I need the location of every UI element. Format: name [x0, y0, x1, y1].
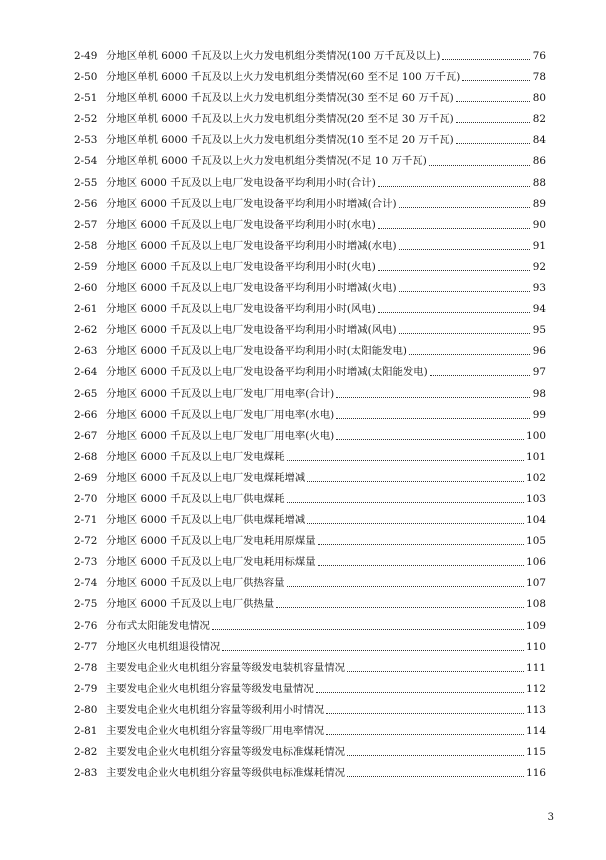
toc-entry-page: 113 — [526, 703, 546, 716]
toc-entry-title: 主要发电企业火电机组分容量等级供电标准煤耗情况 — [106, 767, 345, 780]
toc-entry[interactable] — [74, 151, 546, 172]
toc-entry-page: 115 — [526, 746, 546, 759]
toc-entry-title: 主要发电企业火电机组分容量等级发电标准煤耗情况 — [106, 746, 345, 759]
toc-entry-number: 2-80 — [74, 703, 98, 716]
dot-leader — [430, 374, 530, 376]
toc-entry-number: 2-83 — [74, 767, 98, 780]
dot-leader — [347, 775, 524, 777]
toc-entry-title: 分地区 6000 千瓦及以上电厂发电厂用电率(水电) — [106, 408, 335, 421]
toc-entry-number: 2-82 — [74, 746, 98, 759]
toc-entry-page: 106 — [526, 556, 546, 569]
toc-entry-title: 分地区 6000 千瓦及以上电厂发电厂用电率(合计) — [106, 387, 335, 400]
toc-entry-title: 分地区 6000 千瓦及以上电厂发电耗用原煤量 — [106, 535, 316, 548]
toc-entry-number: 2-75 — [74, 598, 98, 611]
toc-entry-number: 2-57 — [74, 218, 98, 231]
toc-entry-number: 2-76 — [74, 619, 98, 632]
toc-entry-title: 主要发电企业火电机组分容量等级发电装机容量情况 — [106, 661, 345, 674]
toc-entry-title: 分地区单机 6000 千瓦及以上火力发电机组分类情况(20 至不足 30 万千瓦) — [106, 113, 454, 126]
dot-leader — [276, 606, 524, 608]
toc-entry-title: 分地区 6000 千瓦及以上电厂供电煤耗 — [106, 492, 285, 505]
dot-leader — [429, 164, 530, 166]
toc-entry[interactable] — [74, 489, 546, 510]
dot-leader — [399, 332, 530, 334]
toc-entry-page: 93 — [532, 282, 546, 295]
toc-entry[interactable] — [74, 679, 546, 700]
toc-entry-page: 84 — [532, 134, 546, 147]
dot-leader — [442, 58, 530, 60]
toc-entry-page: 112 — [526, 682, 546, 695]
toc-entry-title: 分地区 6000 千瓦及以上电厂发电设备平均利用小时增减(风电) — [106, 324, 397, 337]
toc-entry[interactable] — [74, 616, 546, 637]
toc-entry[interactable] — [74, 362, 546, 383]
toc-entry-number: 2-77 — [74, 640, 98, 653]
toc-entry-number: 2-71 — [74, 514, 98, 527]
toc-entry-number: 2-52 — [74, 113, 98, 126]
toc-entry-title: 分布式太阳能发电情况 — [106, 619, 210, 632]
toc-entry-title: 主要发电企业火电机组分容量等级利用小时情况 — [106, 703, 325, 716]
toc-entry-title: 分地区 6000 千瓦及以上电厂发电煤耗增减 — [106, 471, 306, 484]
toc-entry-title: 分地区 6000 千瓦及以上电厂发电设备平均利用小时增减(火电) — [106, 282, 397, 295]
toc-entry[interactable] — [74, 299, 546, 320]
toc-entry-page: 105 — [526, 535, 546, 548]
toc-entry[interactable] — [74, 236, 546, 257]
toc-entry-number: 2-64 — [74, 366, 98, 379]
toc-entry-page: 92 — [532, 260, 546, 273]
toc-entry-title: 分地区 6000 千瓦及以上电厂发电设备平均利用小时(合计) — [106, 176, 376, 189]
toc-entry-number: 2-65 — [74, 387, 98, 400]
dot-leader — [212, 628, 524, 630]
toc-entry[interactable] — [74, 384, 546, 405]
toc-entry-number: 2-78 — [74, 661, 98, 674]
toc-entry[interactable] — [74, 320, 546, 341]
toc-entry-number: 2-56 — [74, 197, 98, 210]
toc-entry[interactable] — [74, 763, 546, 784]
toc-entry-number: 2-53 — [74, 134, 98, 147]
toc-entry[interactable] — [74, 257, 546, 278]
toc-entry-title: 分地区 6000 千瓦及以上电厂发电设备平均利用小时(太阳能发电) — [106, 345, 407, 358]
toc-entry[interactable] — [74, 594, 546, 615]
toc-entry-number: 2-51 — [74, 92, 98, 105]
dot-leader — [336, 438, 524, 440]
dot-leader — [399, 206, 530, 208]
toc-entry-page: 97 — [532, 366, 546, 379]
toc-entry-page: 82 — [532, 113, 546, 126]
toc-entry[interactable] — [74, 531, 546, 552]
dot-leader — [287, 501, 525, 503]
toc-entry-title: 主要发电企业火电机组分容量等级发电量情况 — [106, 682, 314, 695]
toc-entry-title: 分地区 6000 千瓦及以上电厂供热量 — [106, 598, 275, 611]
dot-leader — [378, 185, 530, 187]
toc-entry[interactable] — [74, 278, 546, 299]
toc-entry-title: 分地区 6000 千瓦及以上电厂发电耗用标煤量 — [106, 556, 316, 569]
dot-leader — [399, 248, 530, 250]
dot-leader — [318, 564, 524, 566]
toc-entry-page: 89 — [532, 197, 546, 210]
toc-entry[interactable] — [74, 700, 546, 721]
toc-entry-number: 2-69 — [74, 471, 98, 484]
dot-leader — [336, 396, 530, 398]
toc-entry-page: 88 — [532, 176, 546, 189]
toc-entry-number: 2-58 — [74, 239, 98, 252]
toc-entry-page: 111 — [526, 661, 546, 674]
toc-entry-title: 分地区 6000 千瓦及以上电厂发电设备平均利用小时增减(水电) — [106, 239, 397, 252]
dot-leader — [307, 480, 524, 482]
toc-entry-number: 2-59 — [74, 260, 98, 273]
toc-entry-title: 主要发电企业火电机组分容量等级厂用电率情况 — [106, 725, 325, 737]
toc-entry-page: 103 — [526, 492, 546, 505]
page-number: 3 — [547, 812, 554, 823]
toc-entry-number: 2-67 — [74, 429, 98, 442]
toc-entry-title: 分地区单机 6000 千瓦及以上火力发电机组分类情况(不足 10 万千瓦) — [106, 155, 427, 168]
toc-entry[interactable] — [74, 341, 546, 362]
toc-entry-title: 分地区 6000 千瓦及以上电厂发电设备平均利用小时增减(合计) — [106, 197, 397, 210]
toc-entry-number: 2-72 — [74, 535, 98, 548]
toc-entry-number: 2-79 — [74, 682, 98, 695]
toc-entry-page: 76 — [532, 50, 546, 62]
toc-entry[interactable] — [74, 67, 546, 88]
toc-entry-title: 分地区单机 6000 千瓦及以上火力发电机组分类情况(10 至不足 20 万千瓦) — [106, 134, 454, 147]
toc-entry-page: 100 — [526, 429, 546, 442]
toc-entry-number: 2-55 — [74, 176, 98, 189]
toc-entry-page: 99 — [532, 408, 546, 421]
dot-leader — [287, 585, 525, 587]
dot-leader — [222, 649, 524, 651]
toc-entry[interactable] — [74, 742, 546, 763]
toc-entry-page: 114 — [526, 725, 546, 737]
dot-leader — [409, 353, 530, 355]
toc-entry-title: 分地区 6000 千瓦及以上电厂发电厂用电率(火电) — [106, 429, 335, 442]
toc-entry-page: 102 — [526, 471, 546, 484]
toc-entry[interactable] — [74, 637, 546, 658]
dot-leader — [316, 691, 524, 693]
toc-entry[interactable] — [74, 88, 546, 109]
dot-leader — [399, 290, 530, 292]
toc-entry[interactable] — [74, 510, 546, 531]
toc-entry-number: 2-81 — [74, 725, 98, 737]
dot-leader — [378, 311, 530, 313]
dot-leader — [307, 522, 524, 524]
dot-leader — [378, 269, 530, 271]
toc-entry[interactable] — [74, 173, 546, 194]
toc-entry[interactable] — [74, 573, 546, 594]
dot-leader — [347, 670, 524, 672]
toc-entry-page: 110 — [526, 640, 546, 653]
toc-entry-page: 96 — [532, 345, 546, 358]
toc-entry-page: 78 — [532, 71, 546, 84]
toc-entry-title: 分地区火电机组退役情况 — [106, 640, 221, 653]
toc-entry[interactable] — [74, 658, 546, 679]
toc-entry-number: 2-61 — [74, 303, 98, 316]
dot-leader — [456, 142, 530, 144]
toc-entry-number: 2-49 — [74, 50, 98, 62]
toc-entry-page: 90 — [532, 218, 546, 231]
toc-entry[interactable] — [74, 46, 546, 67]
toc-entry-title: 分地区 6000 千瓦及以上电厂发电煤耗 — [106, 450, 285, 463]
toc-entry[interactable] — [74, 426, 546, 447]
toc-entry-title: 分地区单机 6000 千瓦及以上火力发电机组分类情况(60 至不足 100 万千瓦) — [106, 71, 461, 84]
dot-leader — [378, 227, 530, 229]
toc-entry-page: 91 — [532, 239, 546, 252]
dot-leader — [462, 79, 530, 81]
toc-entry-title: 分地区 6000 千瓦及以上电厂发电设备平均利用小时(水电) — [106, 218, 376, 231]
toc-entry-title: 分地区 6000 千瓦及以上电厂供电煤耗增减 — [106, 514, 306, 527]
toc-entry-number: 2-62 — [74, 324, 98, 337]
toc-entry-title: 分地区 6000 千瓦及以上电厂供热容量 — [106, 577, 285, 590]
toc-entry-page: 108 — [526, 598, 546, 611]
toc-entry-number: 2-68 — [74, 450, 98, 463]
toc-entry[interactable] — [74, 405, 546, 426]
dot-leader — [326, 712, 524, 714]
toc-entry-number: 2-63 — [74, 345, 98, 358]
toc-entry-page: 116 — [526, 767, 546, 780]
toc-entry[interactable] — [74, 468, 546, 489]
toc-entry-page: 107 — [526, 577, 546, 590]
toc-entry-number: 2-60 — [74, 282, 98, 295]
toc-entry[interactable] — [74, 215, 546, 236]
toc-entry[interactable] — [74, 130, 546, 151]
toc-entry-number: 2-70 — [74, 492, 98, 505]
toc-entry[interactable] — [74, 721, 546, 742]
toc-entry[interactable] — [74, 109, 546, 130]
toc-entry-page: 95 — [532, 324, 546, 337]
toc-entry[interactable] — [74, 194, 546, 215]
dot-leader — [318, 543, 524, 545]
toc-entry-title: 分地区 6000 千瓦及以上电厂发电设备平均利用小时(风电) — [106, 303, 376, 316]
toc-entry-number: 2-50 — [74, 71, 98, 84]
dot-leader — [287, 459, 525, 461]
toc-entry-page: 98 — [532, 387, 546, 400]
toc-entry-page: 109 — [526, 619, 546, 632]
dot-leader — [456, 100, 530, 102]
toc-entry-page: 104 — [526, 514, 546, 527]
toc-entry-number: 2-54 — [74, 155, 98, 168]
toc-entry[interactable] — [74, 447, 546, 468]
dot-leader — [336, 417, 530, 419]
dot-leader — [326, 733, 524, 735]
toc-entry-number: 2-66 — [74, 408, 98, 421]
toc-entry-number: 2-74 — [74, 577, 98, 590]
dot-leader — [347, 754, 524, 756]
toc-entry[interactable] — [74, 552, 546, 573]
toc-entry-page: 86 — [532, 155, 546, 168]
toc-entry-title: 分地区单机 6000 千瓦及以上火力发电机组分类情况(30 至不足 60 万千瓦) — [106, 92, 454, 105]
toc-entry-page: 101 — [526, 450, 546, 463]
dot-leader — [456, 121, 530, 123]
toc-entry-title: 分地区单机 6000 千瓦及以上火力发电机组分类情况(100 万千瓦及以上) — [106, 50, 441, 62]
toc-entry-title: 分地区 6000 千瓦及以上电厂发电设备平均利用小时增减(太阳能发电) — [106, 366, 428, 379]
table-of-contents — [74, 46, 546, 784]
toc-entry-page: 94 — [532, 303, 546, 316]
toc-entry-title: 分地区 6000 千瓦及以上电厂发电设备平均利用小时(火电) — [106, 260, 376, 273]
toc-entry-page: 80 — [532, 92, 546, 105]
toc-entry-number: 2-73 — [74, 556, 98, 569]
